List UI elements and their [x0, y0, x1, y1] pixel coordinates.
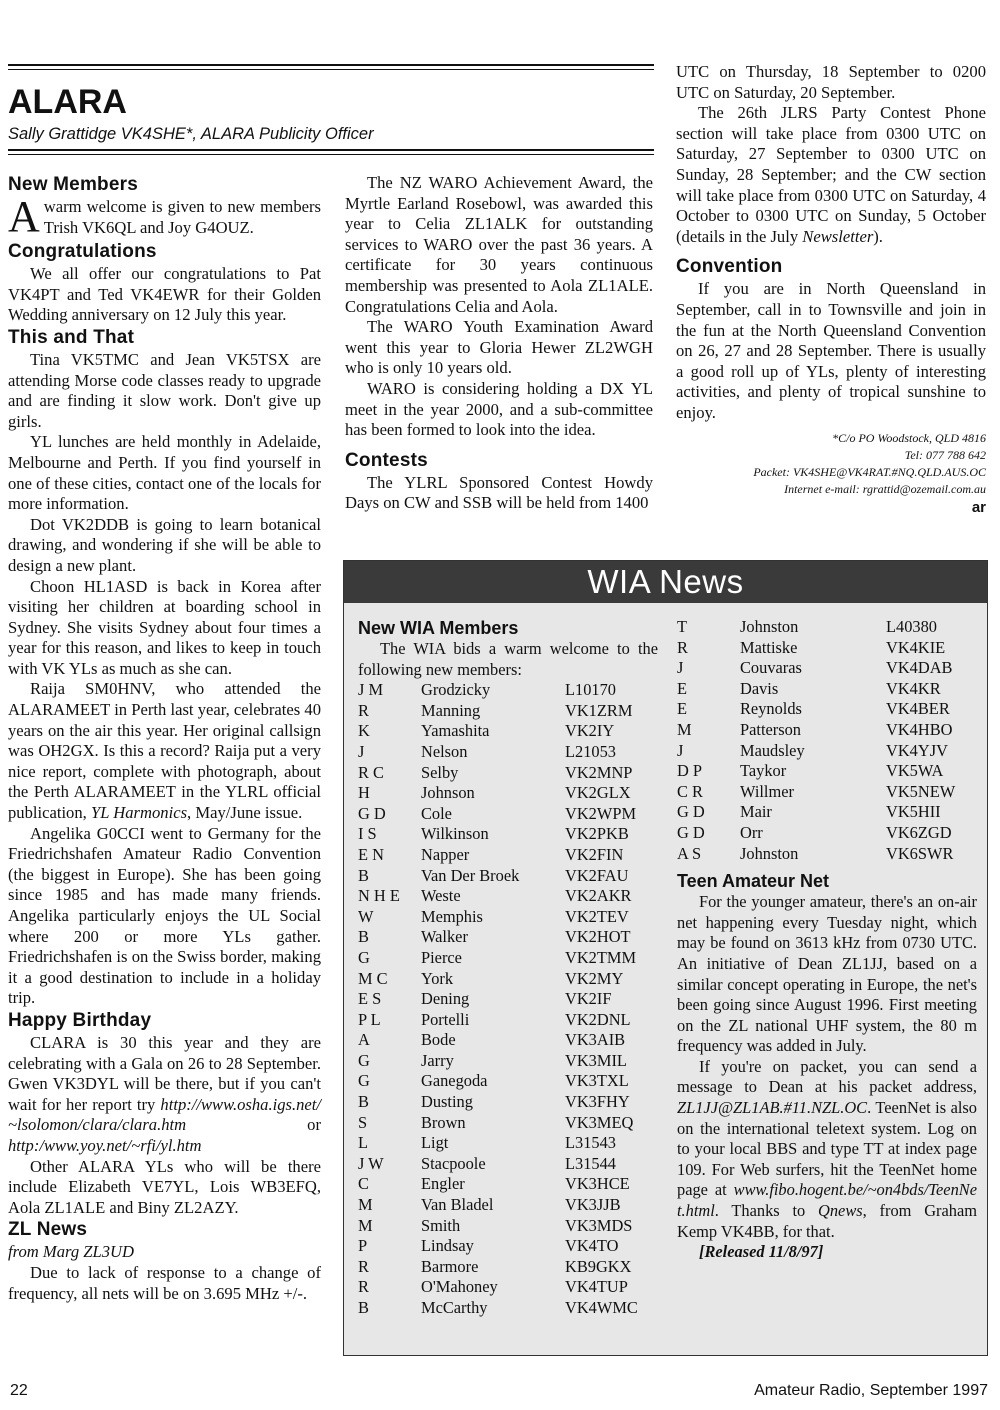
member-surname: Taykor — [740, 761, 787, 781]
end-mark: ar — [971, 498, 986, 516]
member-row — [358, 927, 655, 948]
congratulations-paragraph: We all offer our congratulations to Pat VK4PT and Ted VK4EWR for their Golden Wedding anniversary on 12 July this year. — [8, 264, 321, 325]
member-initials: J — [358, 741, 365, 761]
member-initials: M — [677, 719, 692, 739]
heading-contests: Contests — [345, 449, 428, 471]
member-initials: E N — [358, 844, 384, 864]
url-link[interactable]: www.fibo.hogent.be/~on4bds/TeenNet.html — [677, 1180, 977, 1221]
member-initials: G D — [358, 803, 386, 823]
member-initials: S — [358, 1112, 368, 1132]
member-row — [358, 763, 655, 784]
member-row — [358, 845, 655, 866]
member-row — [358, 1216, 655, 1237]
member-callsign: VK2AKR — [565, 886, 632, 906]
member-initials: M — [358, 1195, 373, 1215]
paragraph: The NZ WARO Achievement Award, the Myrtle Earland Rosebowl, was awarded this year to Celia ZL1ALK for outstanding services to WARO over the past 36 years. A certificate for 30 years continuous membership was presented to Aola ZL1ALE. Congratulations Celia and Aola. — [345, 173, 653, 316]
member-row — [358, 1010, 655, 1031]
member-initials: B — [358, 927, 369, 947]
page-number: 22 — [10, 1382, 28, 1399]
paragraph: The YLRL Sponsored Contest Howdy Days on CW and SSB will be held from 1400 — [345, 472, 653, 513]
member-initials: J M — [358, 680, 384, 700]
member-surname: Van Der Broek — [421, 865, 520, 885]
column-3 — [676, 62, 986, 518]
heading-teen-amateur-net: Teen Amateur Net — [677, 871, 830, 892]
zl-byline: from Marg ZL3UD — [8, 1242, 135, 1262]
member-initials: L — [358, 1133, 369, 1153]
member-callsign: VK5WA — [886, 761, 944, 781]
member-row — [677, 638, 976, 659]
member-row — [358, 1113, 655, 1134]
member-initials: J W — [358, 1153, 384, 1173]
member-row — [358, 1298, 655, 1319]
member-surname: Weste — [421, 886, 461, 906]
member-row — [358, 804, 655, 825]
member-row — [358, 1236, 655, 1257]
member-surname: Nelson — [421, 741, 468, 761]
member-callsign: VK2HOT — [565, 927, 631, 947]
member-surname: Wilkinson — [421, 824, 489, 844]
top-rule — [8, 64, 654, 66]
member-row — [358, 907, 655, 928]
member-surname: Jarry — [421, 1050, 454, 1070]
member-initials: E S — [358, 989, 382, 1009]
member-surname: York — [421, 968, 454, 988]
member-surname: Johnson — [421, 783, 475, 803]
paragraph: Raija SM0HNV, who attended the ALARAMEET in Perth last year, celebrates 40 years on the air this year. Her original callsign was OH2GX. Is this a record? Raija put a very nice report, complete with photograph, about the Perth ALARAMEET in the YLRL official publication, YL Harmonics, May/June issue. — [8, 679, 321, 823]
member-surname: Pierce — [421, 947, 462, 967]
member-initials: E — [677, 699, 688, 719]
member-callsign: VK2MY — [565, 968, 624, 988]
member-callsign: VK3JJB — [565, 1195, 621, 1215]
member-row — [358, 1133, 655, 1154]
member-callsign: VK3FHY — [565, 1092, 630, 1112]
member-row — [677, 658, 976, 679]
member-row — [358, 989, 655, 1010]
member-callsign: VK4TUP — [565, 1277, 628, 1297]
member-callsign: VK4KIE — [886, 637, 946, 657]
member-row — [358, 680, 655, 701]
member-row — [358, 1092, 655, 1113]
member-surname: Reynolds — [740, 699, 802, 719]
packet-line: Packet: VK4SHE@VK4RAT.#NQ.QLD.AUS.OC — [753, 464, 986, 479]
member-initials: B — [358, 1298, 369, 1317]
member-row — [358, 948, 655, 969]
heading-happy-birthday: Happy Birthday — [8, 1009, 152, 1031]
member-surname: Johnston — [740, 843, 799, 863]
paragraph: For the younger amateur, there's an on-air net happening every Tuesday night, which may be found on 3613 kHz from 0730 UTC. An initiative of Dean ZL1JJ, based on a similar concept operating in Europe, the net's been going since August 1996. First meeting on the ZL national UHF system, the 80 m frequency was added in July. — [677, 892, 977, 1056]
member-surname: Maudsley — [740, 740, 805, 760]
member-callsign: VK4WMC — [565, 1298, 638, 1317]
email-line: Internet e-mail: rgrattid@ozemail.com.au — [784, 481, 986, 496]
member-row — [677, 802, 976, 823]
member-surname: Bode — [421, 1030, 456, 1050]
member-initials: R — [358, 700, 369, 720]
member-surname: Grodzicky — [421, 680, 491, 700]
member-initials: H — [358, 783, 370, 803]
members-table-left — [358, 680, 655, 1318]
member-surname: Brown — [421, 1112, 466, 1132]
title-rule-2 — [8, 154, 654, 155]
member-surname: Walker — [421, 927, 468, 947]
paragraph: Other ALARA YLs who will be there include Elizabeth VE7YL, Lois WB3EFQ, Aola ZL1ALE and Biny ZL2AZY. — [8, 1156, 321, 1217]
member-row — [358, 886, 655, 907]
member-row — [677, 823, 976, 844]
member-surname: Johnston — [740, 617, 799, 636]
member-surname: Van Bladel — [421, 1195, 494, 1215]
magazine-footer: Amateur Radio, September 1997 — [754, 1382, 988, 1399]
drop-cap: A — [8, 192, 40, 241]
member-row — [358, 783, 655, 804]
member-surname: Davis — [740, 678, 779, 698]
wia-right-column — [677, 617, 977, 1263]
member-row — [358, 1174, 655, 1195]
member-callsign: L31544 — [565, 1153, 616, 1173]
member-initials: A S — [677, 843, 702, 863]
paragraph: If you're on packet, you can send a message to Dean at his packet address, ZL1JJ@ZL1AB.#11.NZL.OC. TeenNet is also on the international teletext system. Log on to your local BBS and type TT at index page 109. For Web surfers, hit the TeenNet home page at www.fibo.hogent.be/~on4bds/TeenNet.html. Thanks to Qnews, from Graham Kemp VK4BB, for that. — [677, 1056, 977, 1241]
paragraph: UTC on Thursday, 18 September to 0200 UTC on Saturday, 20 September. — [676, 62, 986, 102]
member-callsign: VK3HCE — [565, 1174, 630, 1194]
member-initials: G — [358, 1071, 370, 1091]
paragraph: Choon HL1ASD is back in Korea after visiting her children at boarding school in Sydney. She visits Sydney about four times a year for this reason, and likes to keep in touch with VK YLs as much as she can. — [8, 576, 321, 678]
paragraph: Due to lack of response to a change of frequency, all nets will be on 3.695 MHz +/-. — [8, 1262, 321, 1303]
member-initials: E — [677, 678, 688, 698]
paragraph: CLARA is 30 this year and they are celebrating with a Gala on 26 to 28 September. Gwen VK3DYL will be there, but if you can't wait for her report try http://www.osha.igs.net/~lsolomon/clara/clara.htm or http:/www.yoy.net/~rfi/yl.htm — [8, 1032, 321, 1155]
member-callsign: VK1ZRM — [565, 700, 633, 720]
heading-convention: Convention — [676, 256, 783, 278]
member-surname: Mattiske — [740, 637, 798, 657]
member-callsign: VK6SWR — [886, 843, 954, 863]
wia-left-column — [358, 617, 658, 1319]
member-row — [677, 699, 976, 720]
member-row — [358, 701, 655, 722]
member-surname: Cole — [421, 803, 452, 823]
member-row — [677, 617, 976, 638]
member-surname: Patterson — [740, 719, 802, 739]
member-surname: Barmore — [421, 1256, 479, 1276]
member-callsign: VK6ZGD — [886, 822, 952, 842]
member-initials: D P — [677, 761, 703, 781]
wia-intro: The WIA bids a warm welcome to the following new members: — [358, 639, 658, 679]
member-initials: N H E — [358, 886, 400, 906]
member-initials: B — [358, 865, 369, 885]
heading-congratulations: Congratulations — [8, 241, 157, 263]
member-surname: Stacpoole — [421, 1153, 486, 1173]
member-callsign: VK2IY — [565, 721, 615, 741]
member-initials: G — [358, 947, 370, 967]
member-surname: Dening — [421, 989, 470, 1009]
member-row — [358, 1071, 655, 1092]
member-row — [358, 824, 655, 845]
member-surname: O'Mahoney — [421, 1277, 498, 1297]
member-callsign: VK5HII — [886, 802, 941, 822]
member-row — [677, 844, 976, 865]
member-callsign: VK4TO — [565, 1236, 619, 1256]
member-callsign: VK2MNP — [565, 762, 633, 782]
heading-new-members: New Members — [8, 174, 138, 195]
new-members-paragraph: Awarm welcome is given to new members Trish VK6QL and Joy G4OUZ. — [8, 192, 321, 241]
member-initials: C R — [677, 781, 703, 801]
heading-this-and-that: This and That — [8, 326, 135, 348]
released-note: [Released 11/8/97] — [699, 1242, 824, 1262]
member-surname: McCarthy — [421, 1298, 488, 1317]
member-callsign: VK4KR — [886, 678, 941, 698]
paragraph: Angelika G0CCI went to Germany for the Friedrichshafen Amateur Radio Convention (the biggest in Europe). She has been going since 1985 and has made many friends. Angelika particularly enjoys the UL Social where 200 or more YLs gather. Friedrichshafen is on the Swiss border, making it a good destination to include in a holiday trip. — [8, 823, 321, 1008]
signature-block — [676, 430, 986, 498]
member-row — [358, 866, 655, 887]
member-callsign: L40380 — [886, 617, 937, 636]
member-row — [677, 761, 976, 782]
member-callsign: VK3TXL — [565, 1071, 629, 1091]
member-callsign: VK4DAB — [886, 658, 953, 678]
member-row — [677, 720, 976, 741]
member-callsign: VK2FAU — [565, 865, 629, 885]
member-callsign: VK4BER — [886, 699, 950, 719]
member-row — [358, 1277, 655, 1298]
member-callsign: VK4YJV — [886, 740, 948, 760]
member-initials: M C — [358, 968, 388, 988]
top-rule-2 — [8, 69, 654, 70]
member-initials: J — [677, 740, 684, 760]
member-surname: Napper — [421, 844, 470, 864]
member-surname: Willmer — [740, 781, 794, 801]
member-surname: Ligt — [421, 1133, 449, 1153]
member-callsign: L21053 — [565, 741, 616, 761]
member-initials: I S — [358, 824, 377, 844]
heading-new-wia-members: New WIA Members — [358, 618, 519, 638]
column-2 — [345, 173, 653, 514]
member-callsign: VK2TMM — [565, 947, 637, 967]
member-callsign: VK3MDS — [565, 1215, 633, 1235]
member-callsign: VK3AIB — [565, 1030, 626, 1050]
member-row — [677, 782, 976, 803]
member-initials: R — [358, 1256, 369, 1276]
member-row — [358, 1195, 655, 1216]
member-initials: C — [358, 1174, 369, 1194]
member-callsign: L31543 — [565, 1133, 616, 1153]
member-initials: R C — [358, 762, 384, 782]
heading-zl-news: ZL News — [8, 1219, 88, 1241]
member-surname: Dusting — [421, 1092, 473, 1112]
page-title: ALARA — [8, 83, 127, 121]
members-table-right — [677, 617, 976, 864]
member-surname: Engler — [421, 1174, 465, 1194]
member-initials: P L — [358, 1009, 381, 1029]
member-initials: G D — [677, 802, 705, 822]
member-initials: J — [677, 658, 684, 678]
member-callsign: KB9GKX — [565, 1256, 632, 1276]
wia-news-box — [343, 560, 988, 1356]
member-initials: R — [677, 637, 688, 657]
member-row — [358, 1030, 655, 1051]
paragraph: YL lunches are held monthly in Adelaide, Melbourne and Perth. If you find yourself in one of these cities, contact one of the locals for more information. — [8, 432, 321, 514]
member-initials: G D — [677, 822, 705, 842]
member-callsign: VK2FIN — [565, 844, 624, 864]
member-callsign: VK2WPM — [565, 803, 637, 823]
column-1 — [8, 173, 321, 1304]
member-initials: T — [677, 617, 688, 636]
member-callsign: VK2PKB — [565, 824, 629, 844]
member-initials: B — [358, 1092, 369, 1112]
paragraph: Tina VK5TMC and Jean VK5TSX are attending Morse code classes ready to upgrade and are finding it slow work. Don't give up girls. — [8, 349, 321, 431]
member-surname: Lindsay — [421, 1236, 474, 1256]
member-initials: A — [358, 1030, 370, 1050]
member-surname: Orr — [740, 822, 763, 842]
member-surname: Portelli — [421, 1009, 470, 1029]
member-initials: R — [358, 1277, 369, 1297]
url-link[interactable]: http://www.osha.igs.net/~lsolomon/clara/clara.htm — [8, 1094, 321, 1135]
paragraph: Dot VK2DDB is going to learn botanical drawing, and wondering if she will be able to design a new plant. — [8, 514, 321, 575]
member-initials: P — [358, 1236, 368, 1256]
member-callsign: VK5NEW — [886, 781, 956, 801]
member-row — [358, 1257, 655, 1278]
member-surname: Memphis — [421, 906, 483, 926]
member-surname: Smith — [421, 1215, 461, 1235]
member-surname: Ganegoda — [421, 1071, 488, 1091]
member-callsign: VK4HBO — [886, 719, 953, 739]
paragraph: If you are in North Queensland in September, call in to Townsville and join in the fun at the North Queensland Convention on 26, 27 and 28 September. There is usually a good roll up of YLs, plenty of interesting activities, and plenty of tropical sunshine to enjoy. — [676, 279, 986, 422]
member-callsign: VK2DNL — [565, 1009, 631, 1029]
member-row — [677, 679, 976, 700]
member-callsign: VK3MIL — [565, 1050, 627, 1070]
member-surname: Yamashita — [421, 721, 490, 741]
phone-line: Tel: 077 788 642 — [904, 447, 986, 462]
member-surname: Mair — [740, 802, 772, 822]
url-link[interactable]: http:/www.yoy.net/~rfi/yl.htm — [8, 1135, 202, 1155]
member-initials: W — [358, 906, 374, 926]
member-surname: Selby — [421, 762, 459, 782]
member-row — [358, 721, 655, 742]
title-rule — [8, 149, 654, 151]
member-row — [677, 741, 976, 762]
member-callsign: VK2GLX — [565, 783, 631, 803]
member-row — [358, 1154, 655, 1175]
member-row — [358, 742, 655, 763]
member-callsign: VK2TEV — [565, 906, 629, 926]
byline: Sally Grattidge VK4SHE*, ALARA Publicity Officer — [8, 125, 374, 143]
member-surname: Couvaras — [740, 658, 802, 678]
member-initials: M — [358, 1215, 373, 1235]
member-row — [358, 1051, 655, 1072]
member-row — [358, 969, 655, 990]
member-initials: G — [358, 1050, 370, 1070]
member-callsign: VK3MEQ — [565, 1112, 634, 1132]
member-callsign: VK2IF — [565, 989, 612, 1009]
paragraph: WARO is considering holding a DX YL meet in the year 2000, and a sub-committee has been formed to look into the idea. — [345, 378, 653, 440]
address-line: *C/o PO Woodstock, QLD 4816 — [832, 430, 986, 445]
member-surname: Manning — [421, 700, 481, 720]
paragraph: The WARO Youth Examination Award went this year to Gloria Hewer ZL2WGH who is only 10 years old. — [345, 317, 653, 378]
member-callsign: L10170 — [565, 680, 616, 700]
paragraph: The 26th JLRS Party Contest Phone section will take place from 0300 UTC on Saturday, 27 September to 0300 UTC on Sunday, 28 September; and the CW section will take place from 0300 UTC on Saturday, 4 October to 0300 UTC on Sunday, 5 October (details in the July Newsletter). — [676, 103, 986, 246]
member-initials: K — [358, 721, 370, 741]
wia-news-banner: WIA News — [344, 561, 987, 603]
